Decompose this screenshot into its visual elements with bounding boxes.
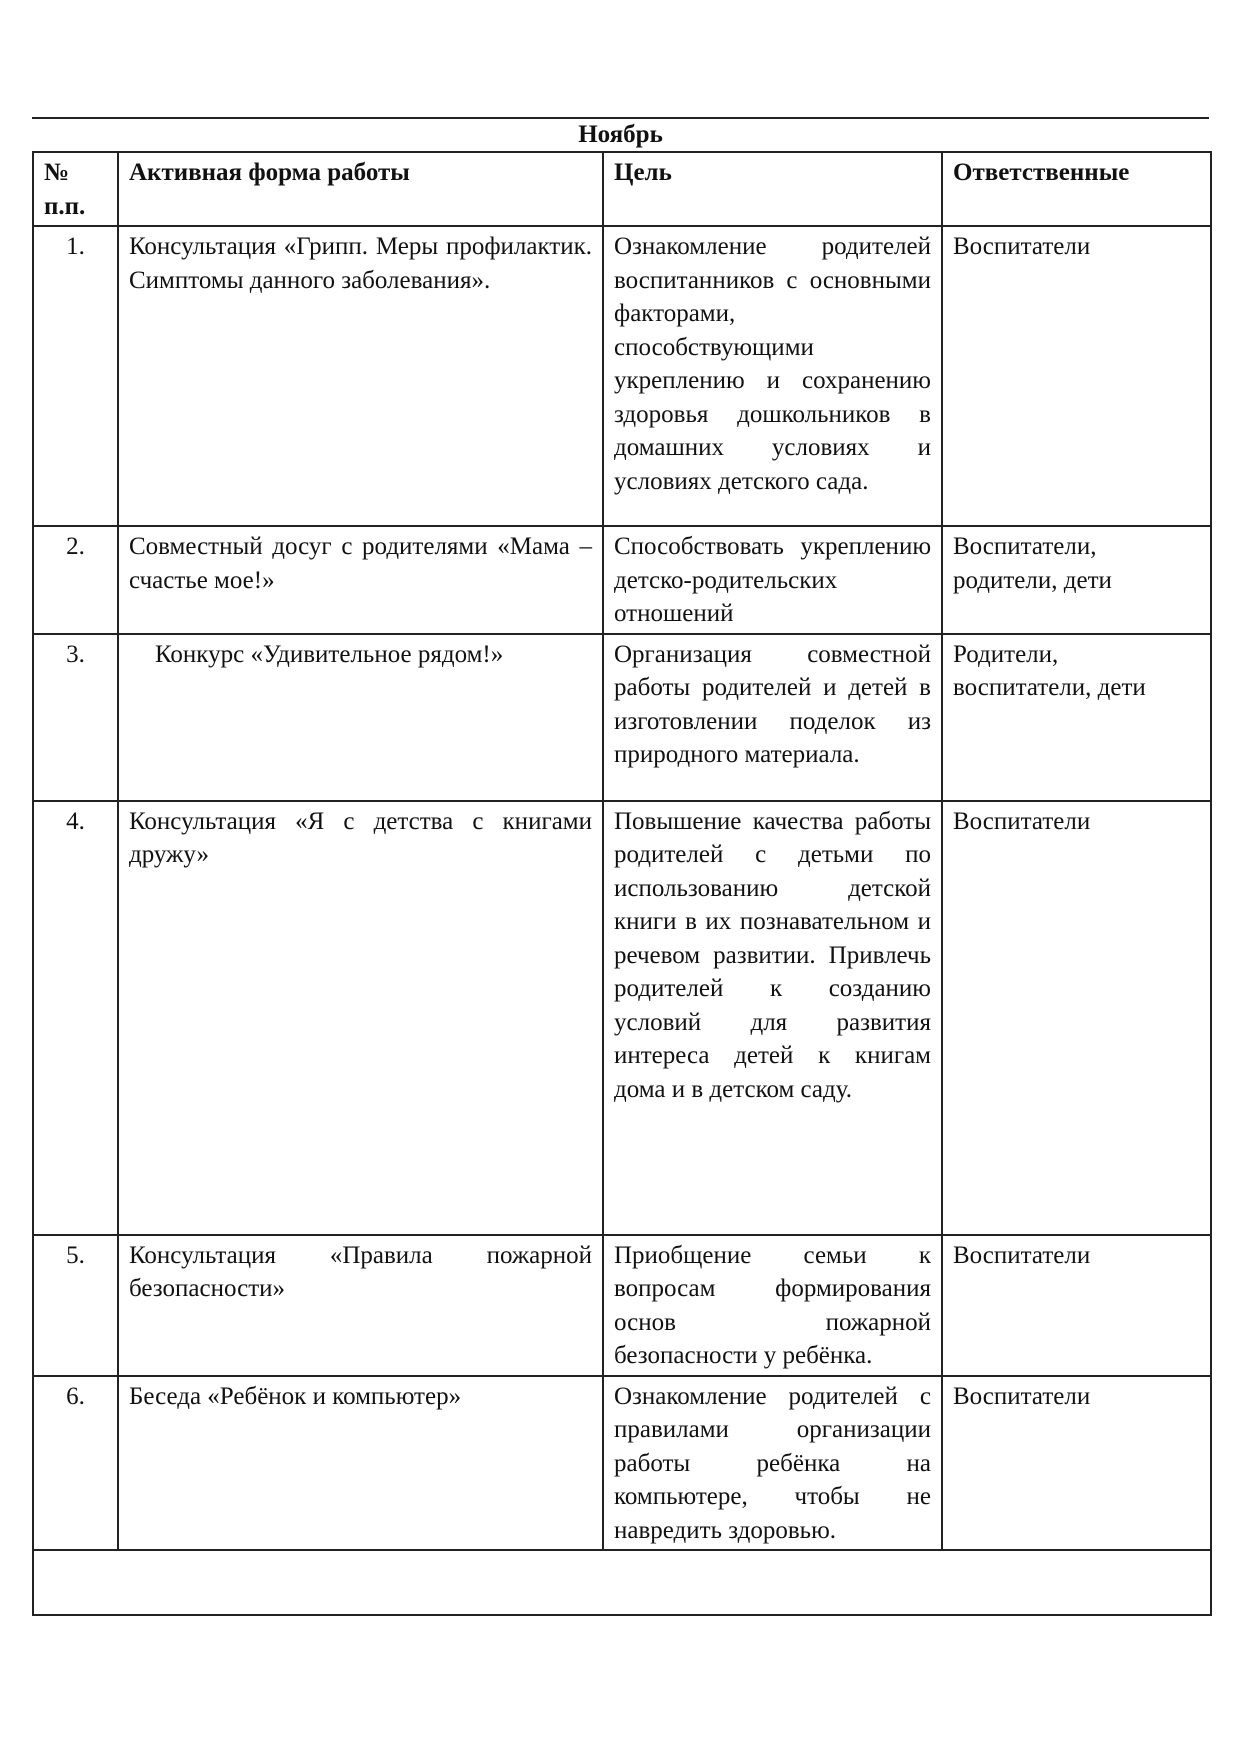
month-title: Ноябрь	[578, 121, 663, 148]
table-row	[33, 226, 1211, 526]
table-row	[33, 801, 1211, 1235]
table-row	[33, 526, 1211, 634]
row-responsible: Родители, воспитатели, дети	[942, 634, 1211, 801]
row-num: 2.	[33, 526, 118, 634]
table-header-row	[33, 152, 1211, 226]
row-form: Конкурс «Удивительное рядом!»	[118, 634, 603, 801]
row-form: Совместный досуг с родителями «Мама – счастье мое!»	[118, 526, 603, 634]
header-responsible: Ответственные	[942, 152, 1211, 226]
row-goal: Ознакомление родителей с правилами организации работы ребёнка на компьютере, чтобы не навредить здоровью.	[603, 1376, 942, 1551]
work-plan-table	[32, 151, 1212, 1616]
row-goal: Организация совместной работы родителей и детей в изготовлении поделок из природного материала.	[603, 634, 942, 801]
header-form: Активная форма работы	[118, 152, 603, 226]
row-num: 3.	[33, 634, 118, 801]
row-form: Консультация «Правила пожарной безопасности»	[118, 1235, 603, 1376]
table-row	[33, 634, 1211, 801]
header-goal: Цель	[603, 152, 942, 226]
row-goal: Повышение качества работы родителей с детьми по использованию детской книги в их познавательном и речевом развитии. Привлечь родителей к созданию условий для развития интереса детей к книгам дома и в детском саду.	[603, 801, 942, 1235]
table-row	[33, 1376, 1211, 1551]
row-responsible: Воспитатели	[942, 1235, 1211, 1376]
row-num: 4.	[33, 801, 118, 1235]
row-goal: Приобщение семьи к вопросам формирования основ пожарной безопасности у ребёнка.	[603, 1235, 942, 1376]
empty-cell	[33, 1550, 1211, 1615]
row-responsible: Воспитатели	[942, 226, 1211, 526]
row-num: 5.	[33, 1235, 118, 1376]
row-form: Консультация «Я с детства с книгами дружу»	[118, 801, 603, 1235]
row-form: Беседа «Ребёнок и компьютер»	[118, 1376, 603, 1551]
empty-table-row	[33, 1550, 1211, 1615]
row-num: 6.	[33, 1376, 118, 1551]
header-num: № п.п.	[33, 152, 118, 226]
row-form: Консультация «Грипп. Меры профилактик. Симптомы данного заболевания».	[118, 226, 603, 526]
row-goal: Способствовать укреплению детско-родительских отношений	[603, 526, 942, 634]
top-rule	[32, 117, 1209, 119]
row-responsible: Воспитатели	[942, 801, 1211, 1235]
table-row	[33, 1235, 1211, 1376]
row-num: 1.	[33, 226, 118, 526]
row-responsible: Воспитатели, родители, дети	[942, 526, 1211, 634]
row-responsible: Воспитатели	[942, 1376, 1211, 1551]
row-goal: Ознакомление родителей воспитанников с основными факторами, способствующими укреплению и сохранению здоровья дошкольников в домашних условиях и условиях детского сада.	[603, 226, 942, 526]
